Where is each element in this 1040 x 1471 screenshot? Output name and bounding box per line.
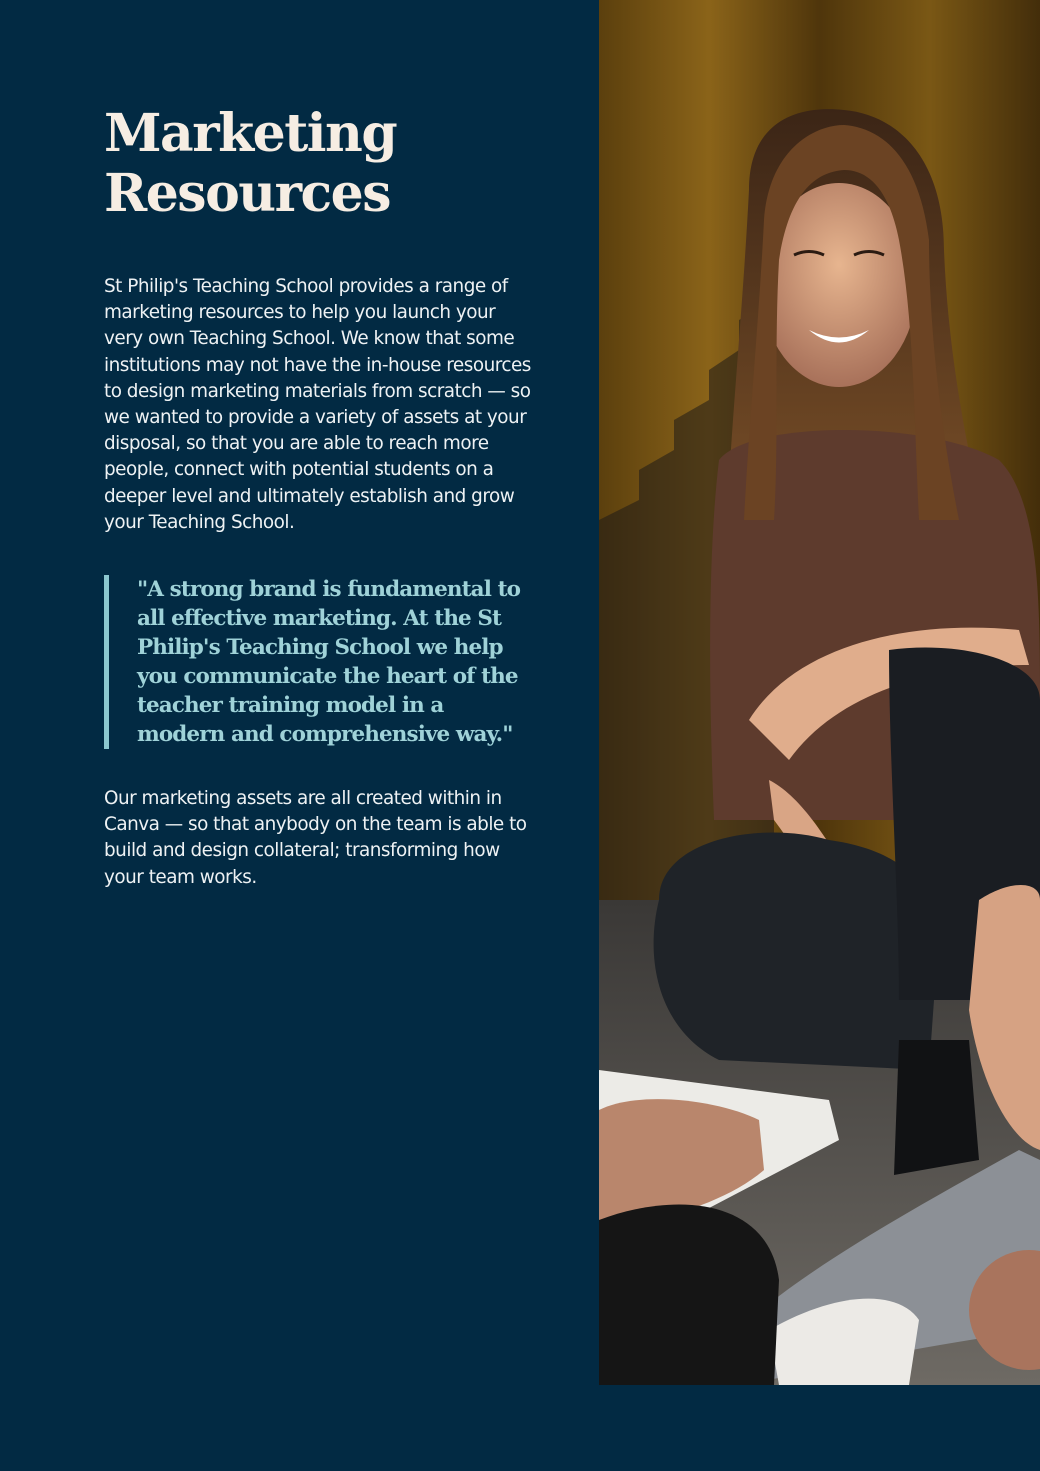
page-title xyxy=(104,104,544,224)
pull-quote xyxy=(104,575,534,749)
quote-bar xyxy=(104,575,109,749)
quote-text: "A strong brand is fundamental to all effective marketing. At the St Philip's Teaching School we help you communicate the heart of the teacher training model in a modern and comprehensive way." xyxy=(137,577,521,747)
intro-paragraph: St Philip's Teaching School provides a range of marketing resources to help you launch your very own Teaching School. We know that some institutions may not have the in-house resources to design marketing materials from scratch — so we wanted to provide a variety of assets at your disposal, so that you are able to reach more people, connect with potential students on a deeper level and ultimately establish and grow your Teaching School. xyxy=(104,276,531,533)
title-line-2: Resources xyxy=(104,163,390,224)
outro-paragraph: Our marketing assets are all created within in Canva — so that anybody on the team is able to build and design collateral; transforming how your team works. xyxy=(104,788,527,888)
photo-smiling-woman-crouching-icon xyxy=(599,0,1040,1385)
title-line-1: Marketing xyxy=(104,103,397,164)
